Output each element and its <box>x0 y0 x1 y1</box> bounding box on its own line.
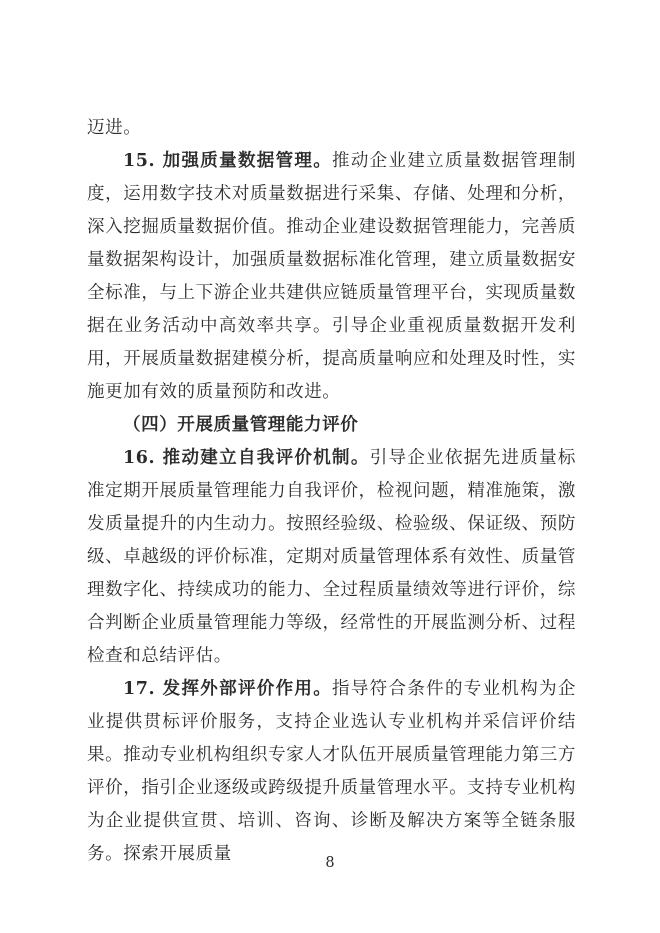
paragraph-continuation-text: 迈进。 <box>87 118 142 138</box>
paragraph-15 <box>87 145 576 409</box>
paragraph-17-body: 指导符合条件的专业机构为企业提供贯标评价服务，支持企业选认专业机构并采信评价结果。推动专业机构组织专家人才队伍开展质量管理能力第三方评价，指引企业逐级或跨级提升质量管理水平。支持专业机构为企业提供宣贯、培训、咨询、诊断及解决方案等全链条服务。探索开展质量 <box>87 679 576 864</box>
paragraph-continuation <box>87 112 576 145</box>
paragraph-17 <box>87 673 576 871</box>
paragraph-17-lead: 17. 发挥外部评价作用。 <box>123 679 333 699</box>
paragraph-15-lead: 15. 加强质量数据管理。 <box>123 151 333 171</box>
section-heading-4-text: （四）开展质量管理能力评价 <box>123 415 359 435</box>
paragraph-16-lead: 16. 推动建立自我评价机制。 <box>123 448 370 468</box>
document-body <box>87 112 576 871</box>
page-number: 8 <box>325 855 335 871</box>
paragraph-16 <box>87 442 576 673</box>
section-heading-4 <box>87 409 576 442</box>
paragraph-15-body: 推动企业建立质量数据管理制度，运用数字技术对质量数据进行采集、存储、处理和分析，深入挖掘质量数据价值。推动企业建设数据管理能力，完善质量数据架构设计，加强质量数据标准化管理，建立质量数据安全标准，与上下游企业共建供应链质量管理平台，实现质量数据在业务活动中高效率共享。引导企业重视质量数据开发利用，开展质量数据建模分析，提高质量响应和处理及时性，实施更加有效的质量预防和改进。 <box>87 151 576 402</box>
paragraph-16-body: 引导企业依据先进质量标准定期开展质量管理能力自我评价，检视问题，精准施策，激发质量提升的内生动力。按照经验级、检验级、保证级、预防级、卓越级的评价标准，定期对质量管理体系有效性、质量管理数字化、持续成功的能力、全过程质量绩效等进行评价，综合判断企业质量管理能力等级，经常性的开展监测分析、过程检查和总结评估。 <box>87 448 576 666</box>
